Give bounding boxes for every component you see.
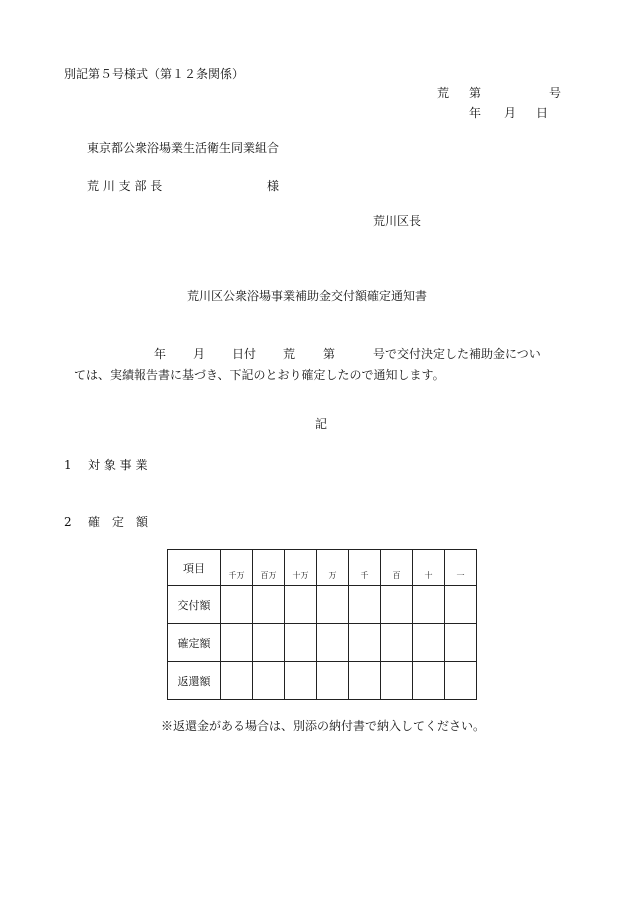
amount-table bbox=[167, 549, 477, 700]
document-title: 荒川区公衆浴場事業補助金交付額確定通知書 bbox=[187, 289, 428, 303]
doc-number-dai: 第 bbox=[469, 86, 482, 100]
unit-label: 十 bbox=[413, 550, 445, 586]
refund-note: ※返還金がある場合は、別添の納付書で納入してください。 bbox=[161, 719, 486, 733]
body-line1-rest: 号で交付決定した補助金につい bbox=[373, 347, 541, 361]
addressee-organization: 東京都公衆浴場業生活衛生同業組合 bbox=[87, 141, 280, 155]
doc-number-go: 号 bbox=[549, 86, 562, 100]
amount-cell bbox=[445, 586, 477, 624]
amount-cell bbox=[317, 662, 349, 700]
amount-cell bbox=[221, 624, 253, 662]
table-row bbox=[168, 662, 477, 700]
body-ara: 荒 bbox=[283, 347, 296, 361]
doc-number-prefix: 荒 bbox=[437, 86, 450, 100]
body-year: 年 bbox=[154, 347, 167, 361]
amount-cell bbox=[413, 624, 445, 662]
unit-label: 十万 bbox=[285, 550, 317, 586]
unit-label: 百 bbox=[381, 550, 413, 586]
amount-cell bbox=[317, 624, 349, 662]
amount-cell bbox=[253, 586, 285, 624]
amount-cell bbox=[221, 586, 253, 624]
amount-cell bbox=[381, 586, 413, 624]
sender: 荒川区長 bbox=[373, 214, 422, 228]
section1-label: 対 象 事 業 bbox=[88, 458, 148, 472]
section2-label: 確 定 額 bbox=[88, 515, 149, 529]
amount-cell bbox=[381, 662, 413, 700]
ki-heading: 記 bbox=[315, 417, 328, 431]
body-line2: ては、実績報告書に基づき、下記のとおり確定したので通知します。 bbox=[74, 368, 445, 382]
row-label-henkan: 返還額 bbox=[168, 662, 221, 700]
unit-label: 万 bbox=[317, 550, 349, 586]
date-month: 月 bbox=[504, 106, 517, 120]
amount-cell bbox=[285, 586, 317, 624]
amount-cell bbox=[253, 662, 285, 700]
date-year: 年 bbox=[469, 106, 482, 120]
amount-cell bbox=[285, 662, 317, 700]
addressee-title: 荒 川 支 部 長 bbox=[87, 179, 163, 193]
unit-label: 千万 bbox=[221, 550, 253, 586]
date-day: 日 bbox=[536, 106, 549, 120]
table-header-label: 項目 bbox=[168, 550, 221, 586]
section2-number: 2 bbox=[64, 515, 72, 529]
amount-cell bbox=[413, 586, 445, 624]
unit-label: 百万 bbox=[253, 550, 285, 586]
amount-cell bbox=[445, 662, 477, 700]
amount-cell bbox=[285, 624, 317, 662]
body-month: 月 bbox=[193, 347, 206, 361]
table-row bbox=[168, 586, 477, 624]
table-row bbox=[168, 624, 477, 662]
section1-number: 1 bbox=[64, 458, 72, 472]
amount-cell bbox=[349, 624, 381, 662]
amount-cell bbox=[349, 662, 381, 700]
amount-cell bbox=[349, 586, 381, 624]
table-header-row bbox=[168, 550, 477, 586]
row-label-kakutei: 確定額 bbox=[168, 624, 221, 662]
amount-cell bbox=[317, 586, 349, 624]
body-day: 日付 bbox=[232, 347, 257, 361]
body-dai: 第 bbox=[323, 347, 336, 361]
amount-cell bbox=[221, 662, 253, 700]
amount-cell bbox=[413, 662, 445, 700]
row-label-kofu: 交付額 bbox=[168, 586, 221, 624]
amount-cell bbox=[445, 624, 477, 662]
addressee-honorific: 様 bbox=[267, 179, 280, 193]
unit-label: 千 bbox=[349, 550, 381, 586]
amount-cell bbox=[253, 624, 285, 662]
form-reference: 別記第５号様式（第１２条関係） bbox=[64, 67, 245, 81]
amount-cell bbox=[381, 624, 413, 662]
unit-label: 一 bbox=[445, 550, 477, 586]
